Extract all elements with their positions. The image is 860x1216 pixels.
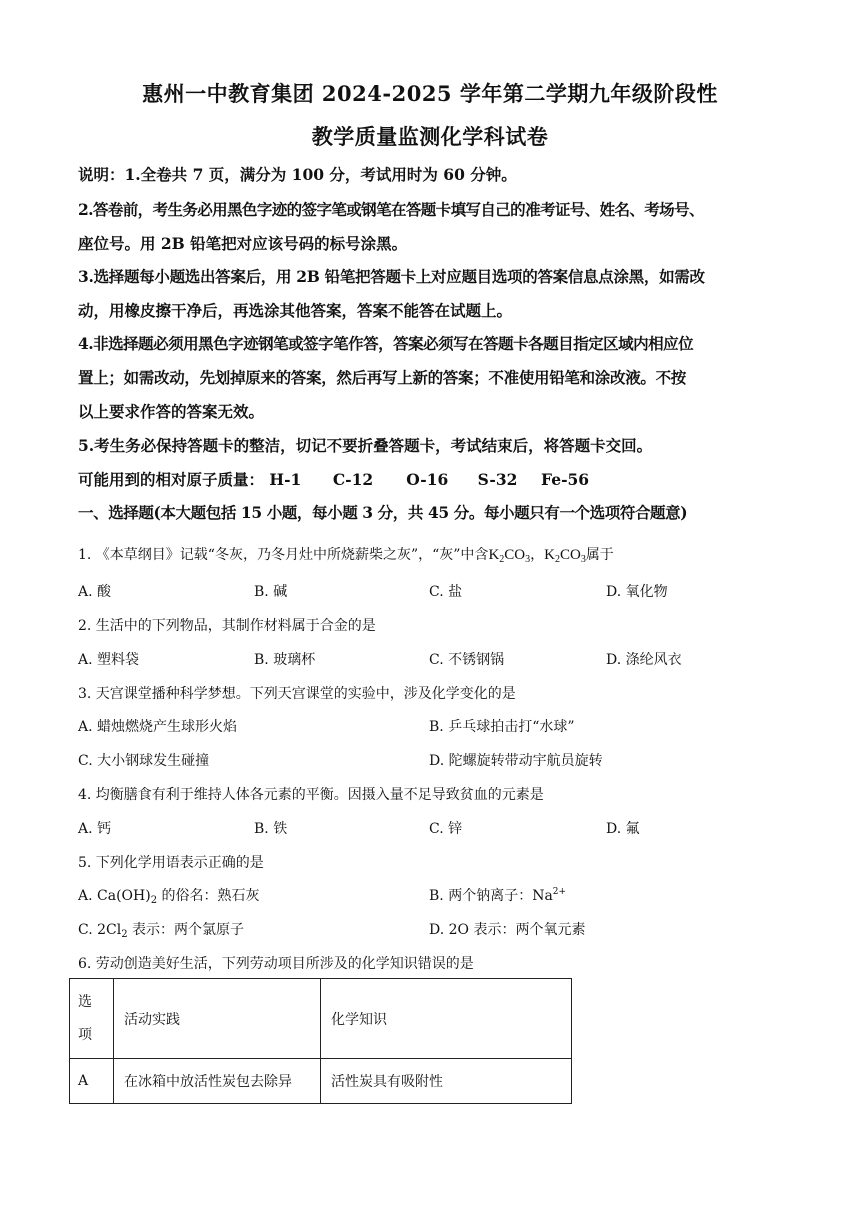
q4-option-a: A. 钙 — [78, 821, 112, 837]
question-5-stem: 5. 下列化学用语表示正确的是 — [78, 855, 264, 871]
q6-table-header-row — [70, 979, 572, 1059]
instruction-4c: 以上要求作答的答案无效。 — [78, 402, 265, 421]
exam-title-line2: 教学质量监测化学科试卷 — [311, 124, 549, 149]
q1-option-b: B. 碱 — [254, 584, 288, 600]
instruction-3b: 动，用橡皮擦干净后，再选涂其他答案，答案不能答在试题上。 — [78, 301, 513, 320]
q6-row-a-knowledge: 活性炭具有吸附性 — [321, 1059, 572, 1104]
q4-option-b: B. 铁 — [254, 821, 288, 837]
atomic-mass-h: H-1 — [269, 470, 302, 489]
question-1-stem: 1. 《本草纲目》记载“冬灰，乃冬月灶中所烧薪柴之灰”，“灰”中含$K_2CO_3$，$K_2CO_3$属于 — [78, 547, 614, 565]
q6-row-a-option: A — [70, 1059, 114, 1104]
formula-k2co3: $K_2CO_3$ — [488, 547, 531, 565]
q3-option-c: C. 大小钢球发生碰撞 — [78, 753, 210, 769]
q2-option-a: A. 塑料袋 — [78, 652, 140, 668]
q4-option-c: C. 锌 — [429, 821, 463, 837]
q2-option-d: D. 涤纶风衣 — [606, 652, 682, 668]
q6-header-activity: 活动实践 — [114, 979, 321, 1059]
instruction-5: 5.考生务必保持答题卡的整洁，切记不要折叠答题卡，考试结束后，将答题卡交回。 — [78, 436, 653, 455]
table-row — [70, 1059, 572, 1104]
atomic-masses-label: 可能用到的相对原子质量： — [78, 470, 265, 489]
q2-option-c: C. 不锈钢锅 — [429, 652, 505, 668]
instruction-2a: 2.答卷前，考生务必用黑色字迹的签字笔或钢笔在答题卡填写自己的准考证号、姓名、考场号、 — [78, 200, 704, 219]
q5-option-a: A. $Ca(OH)_2$ 的俗名：熟石灰 — [78, 888, 260, 906]
q3-option-b: B. 乒乓球拍击打“水球” — [429, 719, 575, 735]
question-3-stem: 3. 天宫课堂播种科学梦想。下列天宫课堂的实验中，涉及化学变化的是 — [78, 686, 516, 702]
question-4-stem: 4. 均衡膳食有利于维持人体各元素的平衡。因摄入量不足导致贫血的元素是 — [78, 787, 544, 803]
q6-header-option: 选 项 — [70, 979, 114, 1059]
q5-option-d: D. 2O 表示：两个氧元素 — [429, 922, 586, 938]
instruction-4a: 4.非选择题必须用黑色字迹钢笔或签字笔作答，答案必须写在答题卡各题目指定区域内相应位 — [78, 334, 694, 353]
atomic-mass-s: S-32 — [477, 470, 518, 489]
atomic-mass-c: C-12 — [332, 470, 374, 489]
section-heading: 一、选择题(本大题包括 15 小题，每小题 3 分，共 45 分。每小题只有一个选项符合题意) — [78, 503, 688, 522]
q3-option-d: D. 陀螺旋转带动宇航员旋转 — [429, 753, 603, 769]
instruction-1: 说明：1.全卷共 7 页，满分为 100 分，考试用时为 60 分钟。 — [78, 165, 517, 184]
question-2-stem: 2. 生活中的下列物品，其制作材料属于合金的是 — [78, 618, 376, 634]
q6-row-a-activity: 在冰箱中放活性炭包去除异 — [114, 1059, 321, 1104]
exam-title-line1: 惠州一中教育集团 2024-2025 学年第二学期九年级阶段性 — [142, 81, 718, 106]
question-6-stem: 6. 劳动创造美好生活，下列劳动项目所涉及的化学知识错误的是 — [78, 956, 474, 972]
q1-option-c: C. 盐 — [429, 584, 463, 600]
atomic-mass-fe: Fe-56 — [541, 470, 590, 489]
formula-k2co3: $K_2CO_3$ — [544, 547, 586, 565]
q3-option-a: A. 蜡烛燃烧产生球形火焰 — [78, 719, 238, 735]
q1-option-a: A. 酸 — [78, 584, 112, 600]
q1-option-d: D. 氧化物 — [606, 584, 668, 600]
q5-option-c: C. $2Cl_2$ 表示：两个氯原子 — [78, 922, 245, 940]
q4-option-d: D. 氟 — [606, 821, 640, 837]
instruction-2b: 座位号。用 2B 铅笔把对应该号码的标号涂黑。 — [78, 234, 408, 253]
instruction-4b: 置上；如需改动，先划掉原来的答案，然后再写上新的答案；不准使用铅笔和涂改液。不按 — [78, 368, 687, 387]
q5-option-b: B. 两个钠离子：$Na^{2+}$ — [429, 887, 567, 904]
q6-table — [69, 978, 572, 1104]
atomic-mass-o: O-16 — [406, 470, 449, 489]
atomic-masses — [78, 468, 589, 490]
instruction-3a: 3.选择题每小题选出答案后，用 2B 铅笔把答题卡上对应题目选项的答案信息点涂黑，如需改 — [78, 267, 705, 286]
q6-header-knowledge: 化学知识 — [321, 979, 572, 1059]
q2-option-b: B. 玻璃杯 — [254, 652, 316, 668]
